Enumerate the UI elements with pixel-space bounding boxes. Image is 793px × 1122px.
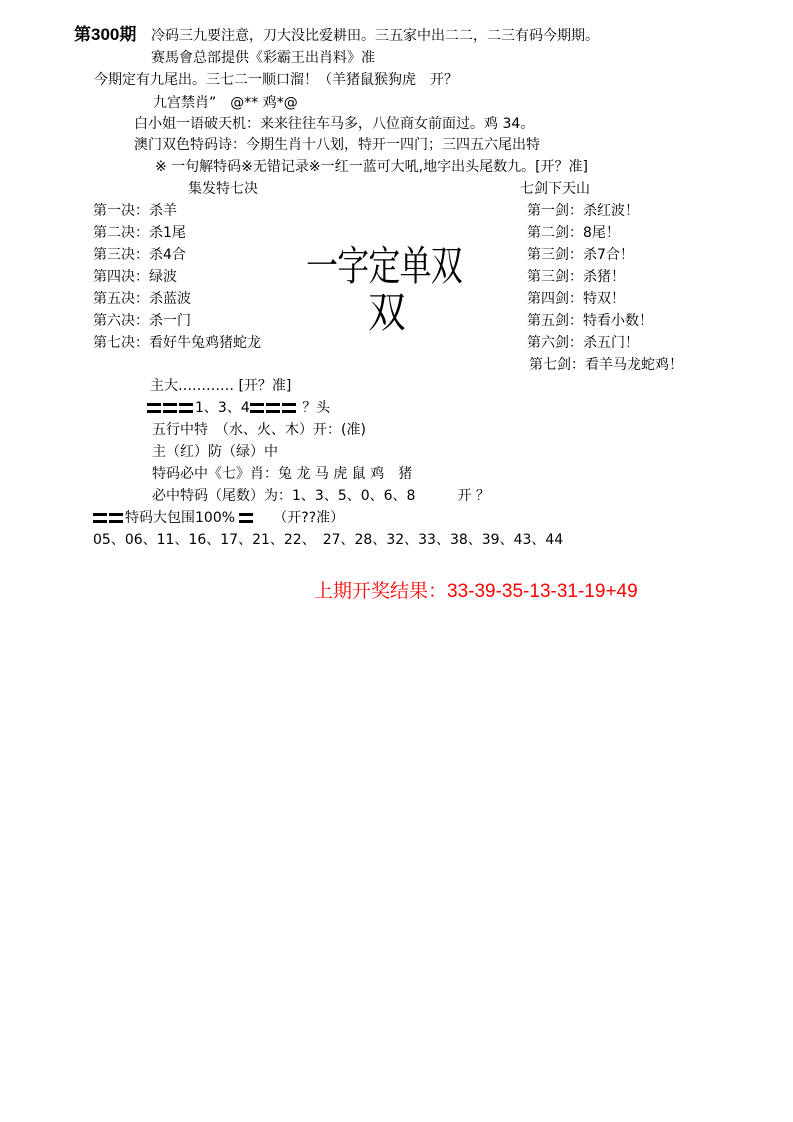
- double-bar-right-icon: [239, 509, 255, 527]
- triple-bar-left-icon: [147, 399, 195, 417]
- header-line-6: 澳门双色特码诗：今期生肖十八划，特开一四门；三四五六尾出特: [134, 137, 540, 153]
- header-line-1: 冷码三九要注意，刀大没比爱耕田。三五家中出二二，二三有码今期期。: [151, 28, 599, 44]
- left-item-7: 第七决：看好牛兔鸡猪蛇龙: [93, 335, 261, 351]
- right-column-title: 七剑下天山: [520, 181, 590, 197]
- heads-numbers: 1、3、4: [195, 400, 250, 416]
- left-item-1: 第一决：杀羊: [93, 203, 177, 219]
- left-item-4: 第四决：绿波: [93, 269, 177, 285]
- zhu-hong-line: 主（红）防（绿）中: [152, 444, 278, 460]
- te-ma-qi-line: 特码必中《七》肖：兔 龙 马 虎 鼠 鸡 猪: [152, 466, 413, 482]
- right-item-7: 第六剑：杀五门！: [527, 335, 639, 351]
- left-item-2: 第二决：杀1尾: [93, 225, 186, 241]
- header-line-7: ※ 一句解特码※无错记录※一红一蓝可大吼,地字出头尾数九。[开？准]: [155, 159, 589, 175]
- left-item-5: 第五决：杀蓝波: [93, 291, 191, 307]
- bao-wei-line: [93, 509, 344, 527]
- right-item-1: 第一剑：杀红波！: [527, 203, 639, 219]
- heads-line: [147, 399, 330, 417]
- zhu-da-line: 主大………… [开？准]: [150, 378, 292, 394]
- header-line-4: 九宫禁肖” @** 鸡*@: [153, 95, 298, 111]
- header-line-2: 赛馬會总部提供《彩霸王出肖料》准: [151, 50, 375, 66]
- issue-number: 第300期: [74, 25, 137, 44]
- right-item-5: 第四剑：特双！: [527, 291, 625, 307]
- left-item-3: 第三决：杀4合: [93, 247, 186, 263]
- wei-shu-line: 必中特码（尾数）为：1、3、5、0、6、8 开 ？: [152, 488, 490, 504]
- center-title-line-1: 一字定单双: [306, 242, 462, 290]
- right-item-3: 第三剑：杀7合！: [527, 247, 634, 263]
- header-line-3: 今期定有九尾出。三七二一顺口溜！（羊猪鼠猴狗虎 开？: [94, 72, 458, 88]
- wuxing-line: 五行中特 （水、火、木）开：(准): [152, 422, 366, 438]
- left-column-title: 集发特七决: [188, 181, 258, 197]
- right-item-2: 第二剑：8尾！: [527, 225, 620, 241]
- bao-wei-text: 特码大包围100%: [125, 510, 236, 526]
- center-title-line-2: 双: [368, 288, 406, 337]
- last-draw-result: 上期开奖结果：33-39-35-13-31-19+49: [314, 581, 638, 602]
- left-item-6: 第六决：杀一门: [93, 313, 191, 329]
- double-bar-left-icon: [93, 509, 125, 527]
- right-item-4: 第三剑：杀猪！: [527, 269, 625, 285]
- bao-wei-suffix: （开??准）: [273, 510, 345, 526]
- header-line-5: 白小姐一语破天机：来来往往车马多，八位商女前面过。鸡 34。: [134, 116, 535, 132]
- right-item-6: 第五剑：特看小数！: [527, 313, 653, 329]
- right-item-8: 第七剑：看羊马龙蛇鸡！: [529, 357, 683, 373]
- heads-suffix: ？头: [302, 400, 331, 416]
- numbers-line: 05、06、11、16、17、21、22、 27、28、32、33、38、39、43、44: [93, 532, 564, 548]
- triple-bar-right-icon: [250, 399, 298, 417]
